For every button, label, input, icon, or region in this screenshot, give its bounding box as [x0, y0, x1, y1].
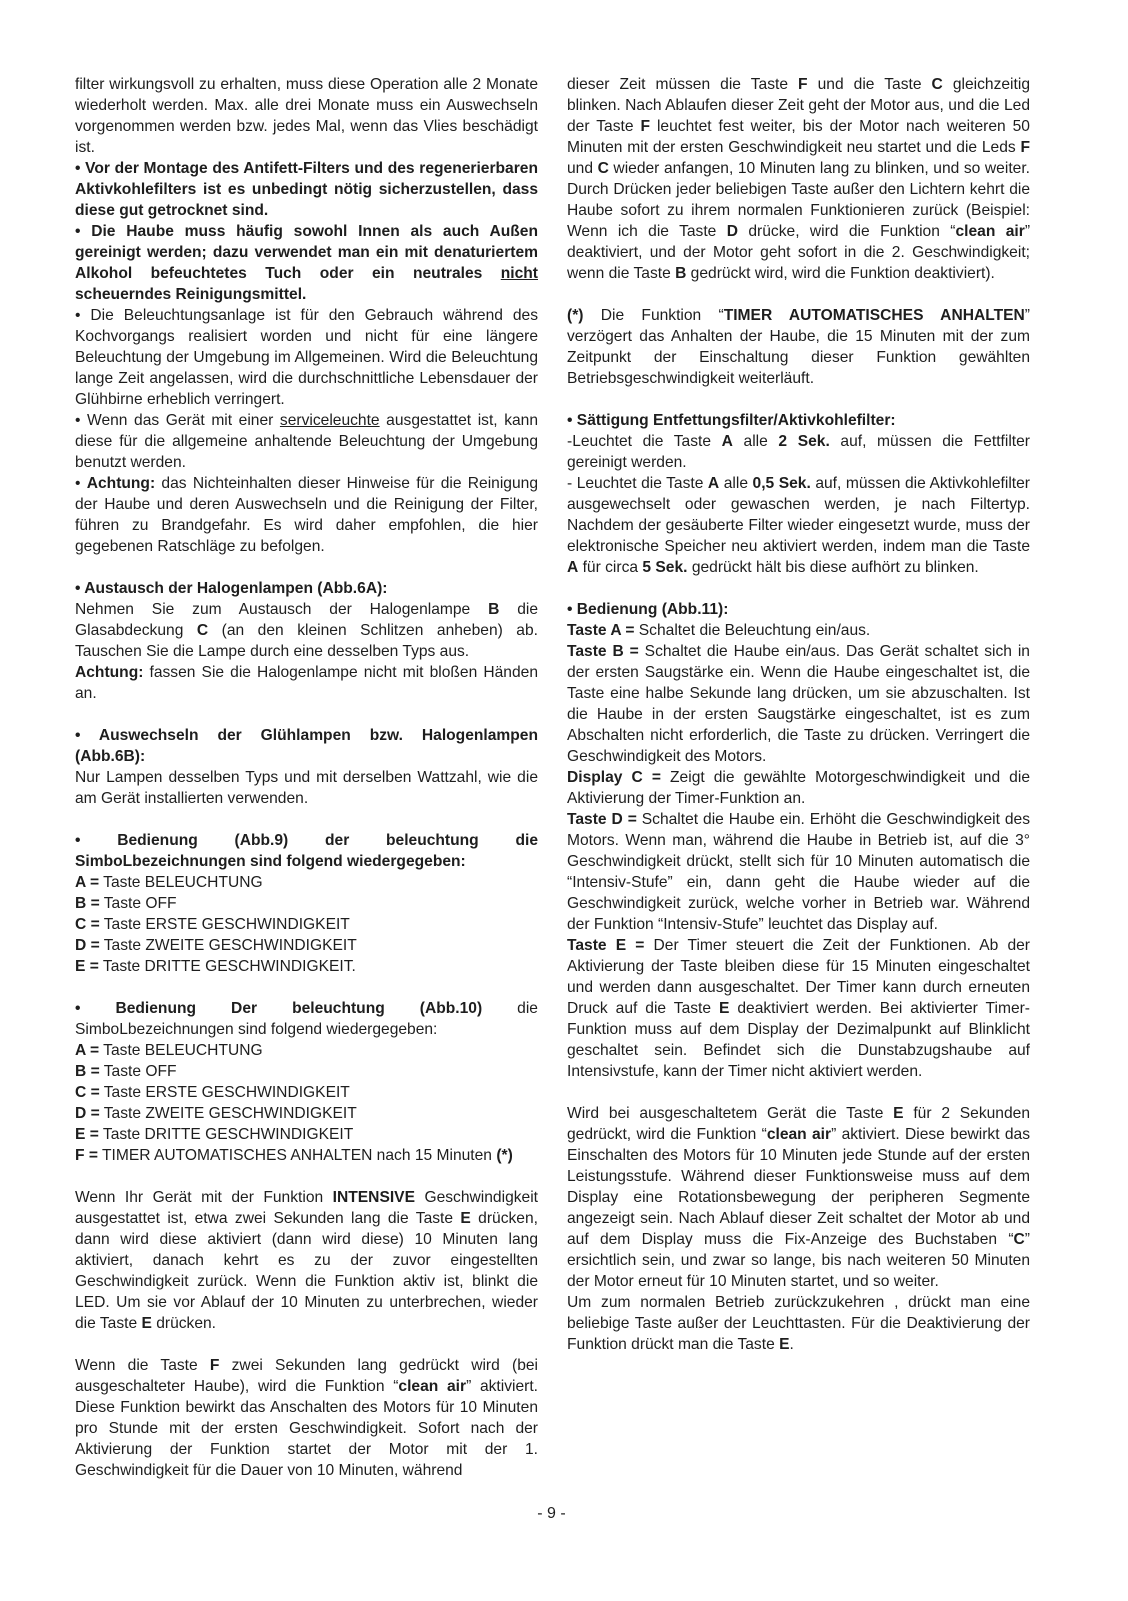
paragraph: [75, 1103, 538, 1124]
paragraph: [75, 1040, 538, 1061]
paragraph: [75, 578, 538, 599]
text-run: für circa: [578, 559, 643, 576]
bold-text-run: B =: [75, 1063, 100, 1080]
paragraph: [75, 1124, 538, 1145]
paragraph: [75, 1061, 538, 1082]
paragraph: [75, 599, 538, 662]
paragraph: [567, 431, 1030, 473]
paragraph-spacer: [75, 704, 538, 725]
paragraph: [75, 1082, 538, 1103]
bold-text-run: Display C =: [567, 769, 661, 786]
paragraph: [567, 1292, 1030, 1355]
bold-text-run: A: [721, 433, 733, 450]
paragraph: [567, 620, 1030, 641]
bold-text-run: • Auswechseln der Glühlampen bzw. Halogenlampen (Abb.6B):: [75, 727, 538, 765]
bold-text-run: C: [196, 622, 209, 639]
bold-text-run: • Sättigung Entfettungsfilter/Aktivkohlefilter:: [567, 412, 896, 429]
paragraph: [567, 410, 1030, 431]
bold-text-run: TIMER AUTOMATISCHES ANHALTEN: [723, 307, 1025, 324]
text-run: ” aktiviert. Diese bewirkt das Einschalten des Motors für 10 Minuten jede Stunde auf der ersten Leistungsstufe. Während dieser Funktionsweise muss auf dem Display eine Rotationsbewegung der peripheren Segmente angezeigt sein. Nach Ablauf dieser Zeit schaltet der Motor ab und auf dem Display muss die Fix-Anzeige des Buchstaben “: [567, 1126, 1030, 1248]
bold-text-run: D: [726, 223, 738, 240]
text-run: Taste ZWEITE GESCHWINDIGKEIT: [99, 937, 357, 954]
paragraph: [75, 305, 538, 410]
text-run: deaktiviert werden. Bei aktivierter Timer-Funktion muss auf dem Display der Dezimalpunkt auf Blinklicht geschaltet sein. Befindet sich die Dunstabzugshaube auf Intensivstufe, kann der Timer nicht aktiviert werden.: [567, 1000, 1031, 1080]
text-run: Taste ZWEITE GESCHWINDIGKEIT: [99, 1105, 357, 1122]
bold-text-run: C: [1013, 1231, 1025, 1248]
text-run: Wenn die Taste: [75, 1357, 210, 1374]
text-run: für 2 Sekunden gedrückt, wird die Funktion “: [567, 1105, 1030, 1143]
text-run: das Nichteinhalten dieser Hinweise für die Reinigung der Haube und deren Auswechseln und die Reinigung der Filter, führen zu Brandgefahr. Es wird daher empfohlen, die hier gegebenen Ratschläge zu befolgen.: [75, 475, 538, 555]
paragraph: [75, 410, 538, 473]
text-run: - Leuchtet die Taste: [567, 475, 708, 492]
paragraph-spacer: [75, 1334, 538, 1355]
text-run: ” verzögert das Anhalten der Haube, die 15 Minuten mit der zum Zeitpunkt der Einschaltung dieser Funktion gewählten Betriebsgeschwindigkeit weiterläuft.: [567, 307, 1030, 387]
bold-text-run: F: [1020, 139, 1030, 156]
bold-text-run: clean air: [398, 1378, 467, 1395]
text-run: Schaltet die Haube ein/aus. Das Gerät schaltet sich in der ersten Saugstärke ein. Wenn die Haube eingeschaltet ist, die Taste eine halbe Sekunde lang drücken, um sie abzuschalten. Ist die Haube in der ersten Saugstärke eingeschaltet, ist es zum Abschalten nicht erforderlich, die Taste zu drücken. Verringert die Geschwindigkeit des Motors.: [567, 643, 1030, 765]
bold-text-run: (*): [496, 1147, 513, 1164]
text-run: Taste DRITTE GESCHWINDIGKEIT: [98, 1126, 354, 1143]
paragraph-spacer: [567, 1082, 1030, 1103]
paragraph: [75, 767, 538, 809]
right-text-column: [567, 74, 1030, 1355]
bold-text-run: clean air: [955, 223, 1025, 240]
bold-text-run: B: [488, 601, 500, 618]
paragraph: [75, 872, 538, 893]
text-run: Die Funktion “: [583, 307, 724, 324]
bold-text-run: scheuerndes Reinigungsmittel.: [75, 286, 307, 303]
bold-text-run: F: [640, 118, 650, 135]
text-run: Wird bei ausgeschaltetem Gerät die Taste: [567, 1105, 894, 1122]
bold-text-run: D =: [75, 1105, 100, 1122]
bold-text-run: B: [675, 265, 687, 282]
paragraph: [75, 914, 538, 935]
bold-text-run: • Vor der Montage des Antifett-Filters und des regenerierbaren Aktivkohlefilters ist es unbedingt nötig sicherzustellen, dass diese gut getrocknet sind.: [75, 160, 538, 219]
bold-text-run: F: [798, 76, 808, 93]
bold-text-run: clean air: [766, 1126, 832, 1143]
paragraph: [75, 158, 538, 221]
bold-text-run: E: [779, 1336, 790, 1353]
text-run: drücken.: [151, 1315, 217, 1332]
bold-text-run: D =: [75, 937, 100, 954]
text-run: und: [567, 160, 598, 177]
paragraph: [75, 74, 538, 158]
text-run: gedrückt hält bis diese aufhört zu blinken.: [687, 559, 979, 576]
text-run: dieser Zeit müssen die Taste: [567, 76, 799, 93]
bold-text-run: INTENSIVE: [332, 1189, 415, 1206]
text-run: Zeigt die gewählte Motorgeschwindigkeit und die Aktivierung der Timer-Funktion an.: [567, 769, 1030, 807]
text-run: Taste OFF: [99, 895, 177, 912]
text-run: Taste OFF: [99, 1063, 177, 1080]
bold-text-run: • Bedienung Der beleuchtung (Abb.10): [75, 1000, 483, 1017]
paragraph-spacer: [567, 389, 1030, 410]
text-run: •: [75, 475, 87, 492]
text-run: ” aktiviert. Diese Funktion bewirkt das Anschalten des Motors für 10 Minuten pro Stunde mit der ersten Geschwindigkeit. Sofort nach der Aktivierung der Funktion startet der Motor mit der 1. Geschwindigkeit für die Dauer von 10 Minuten, während: [75, 1378, 539, 1479]
paragraph-spacer: [75, 557, 538, 578]
text-run: gleichzeitig blinken. Nach Ablaufen dieser Zeit geht der Motor aus, und die Led der Taste: [567, 76, 1030, 135]
paragraph: [567, 767, 1030, 809]
bold-text-run: C: [931, 76, 943, 93]
paragraph: [75, 1355, 538, 1481]
paragraph: [567, 809, 1030, 935]
bold-text-run: E: [719, 1000, 730, 1017]
text-run: Geschwindigkeit ausgestattet ist, etwa zwei Sekunden lang die Taste: [75, 1189, 539, 1227]
bold-text-run: 0,5 Sek.: [752, 475, 811, 492]
underlined-text-run: serviceleuchte: [279, 412, 380, 429]
text-run: auf, müssen die Fettfilter gereinigt werden.: [567, 433, 1030, 471]
text-run: .: [789, 1336, 794, 1353]
bold-text-run: • Bedienung (Abb.9) der beleuchtung die SimboLbezeichnungen sind folgend wiedergegeben:: [75, 832, 538, 870]
bold-text-run: A =: [75, 874, 100, 891]
paragraph: [75, 935, 538, 956]
bold-text-run: E =: [75, 1126, 99, 1143]
text-run: Schaltet die Beleuchtung ein/aus.: [634, 622, 871, 639]
text-run: filter wirkungsvoll zu erhalten, muss diese Operation alle 2 Monate wiederholt werden. Max. alle drei Monate muss ein Auswechseln vorgenommen werden bzw. jedes Mal, wenn das Vlies beschädigt ist.: [75, 76, 538, 156]
bold-text-run: Taste D =: [567, 811, 637, 828]
text-run: -Leuchtet die Taste: [567, 433, 722, 450]
bold-text-run: Achtung:: [75, 664, 144, 681]
text-run: Wenn Ihr Gerät mit der Funktion: [75, 1189, 333, 1206]
text-run: Nur Lampen desselben Typs und mit derselben Wattzahl, wie die am Gerät installierten verwenden.: [75, 769, 538, 807]
bold-text-run: A =: [75, 1042, 100, 1059]
paragraph: [567, 305, 1030, 389]
paragraph-spacer: [75, 809, 538, 830]
bold-text-run: A: [707, 475, 720, 492]
text-run: alle: [732, 433, 779, 450]
paragraph: [567, 935, 1030, 1082]
text-run: Taste BELEUCHTUNG: [99, 1042, 263, 1059]
bold-text-run: E: [893, 1105, 904, 1122]
text-run: TIMER AUTOMATISCHES ANHALTEN nach 15 Minuten: [97, 1147, 497, 1164]
left-text-column: [75, 74, 538, 1481]
text-run: auf, müssen die Aktivkohlefilter ausgewechselt oder gewaschen werden, je nach Filtertyp. Nachdem der gesäuberte Filter wieder eingesetzt wurde, muss der elektronische Speicher neu aktiviert werden, indem man die Taste: [567, 475, 1030, 555]
text-run: • Wenn das Gerät mit einer: [75, 412, 280, 429]
paragraph: [75, 725, 538, 767]
text-run: gedrückt wird, wird die Funktion deaktiviert).: [686, 265, 995, 282]
paragraph: [75, 1187, 538, 1334]
paragraph: [75, 473, 538, 557]
paragraph: [75, 998, 538, 1040]
paragraph: [567, 74, 1030, 284]
text-run: • Die Beleuchtungsanlage ist für den Gebrauch während des Kochvorgangs realisiert worden und nicht für eine längere Beleuchtung der Umgebung im Allgemeinen. Wird die Beleuchtung lange Zeit angelassen, wird die durchschnittliche Lebensdauer der Glühbirne erheblich verringert.: [75, 307, 538, 408]
text-run: und die Taste: [807, 76, 932, 93]
paragraph-spacer: [567, 284, 1030, 305]
bold-text-run: nicht: [500, 265, 538, 282]
bold-text-run: Taste E =: [567, 937, 645, 954]
paragraph-spacer: [567, 578, 1030, 599]
bold-text-run: E: [460, 1210, 471, 1227]
text-run: ” deaktiviert, und der Motor geht sofort in die 2. Geschwindigkeit; wenn die Taste: [567, 223, 1031, 282]
bold-text-run: C =: [75, 1084, 100, 1101]
bold-text-run: F =: [75, 1147, 98, 1164]
bold-text-run: 5 Sek.: [642, 559, 688, 576]
text-run: leuchtet fest weiter, bis der Motor nach weiteren 50 Minuten mit der ersten Geschwindigkeit neu startet und die Leds: [567, 118, 1030, 156]
paragraph: [567, 599, 1030, 620]
paragraph: [75, 662, 538, 704]
bold-text-run: E =: [75, 958, 99, 975]
text-run: alle: [719, 475, 753, 492]
bold-text-run: 2 Sek.: [778, 433, 830, 450]
bold-text-run: • Bedienung (Abb.11):: [567, 601, 729, 618]
paragraph: [567, 473, 1030, 578]
bold-text-run: • Austausch der Halogenlampen (Abb.6A):: [75, 580, 388, 597]
text-run: (an den kleinen Schlitzen anheben) ab. Tauschen Sie die Lampe durch eine desselben Typs aus.: [75, 622, 538, 660]
bold-text-run: C: [597, 160, 609, 177]
paragraph-spacer: [75, 1166, 538, 1187]
text-run: die SimboLbezeichnungen sind folgend wiedergegeben:: [75, 1000, 538, 1038]
paragraph-spacer: [75, 977, 538, 998]
bold-text-run: • Die Haube muss häufig sowohl Innen als auch Außen gereinigt werden; dazu verwendet man ein mit denaturiertem Alkohol befeuchtetes Tuch oder ein neutrales: [75, 223, 538, 282]
text-run: ausgestattet ist, kann diese für die allgemeine anhaltende Beleuchtung der Umgebung benutzt werden.: [75, 412, 539, 471]
paragraph: [75, 1145, 538, 1166]
paragraph: [567, 641, 1030, 767]
text-run: drücken, dann wird diese aktiviert (dann wird diese) 10 Minuten lang aktiviert, danach kehrt es zu der zuvor eingestellten Geschwindigkeit zurück. Wenn die Funktion aktiv ist, blinkt die LED. Um sie vor Ablauf der 10 Minuten zu unterbrechen, wieder die Taste: [75, 1210, 538, 1332]
text-run: die Glasabdeckung: [75, 601, 538, 639]
paragraph: [75, 893, 538, 914]
bold-text-run: (*): [567, 307, 584, 324]
paragraph: [567, 1103, 1030, 1292]
text-run: Der Timer steuert die Zeit der Funktionen. Ab der Aktivierung der Taste bleiben diese für 15 Minuten eingeschaltet und werden dann ausgeschaltet. Der Timer kann durch erneuten Druck auf die Taste: [567, 937, 1030, 1017]
bold-text-run: B =: [75, 895, 100, 912]
text-run: ” ersichtlich sein, und zwar so lange, bis nach weiteren 50 Minuten der Motor erneut für 10 Minuten startet, und so weiter.: [567, 1231, 1030, 1290]
text-run: Taste ERSTE GESCHWINDIGKEIT: [99, 1084, 350, 1101]
bold-text-run: Achtung:: [86, 475, 156, 492]
text-run: drücke, wird die Funktion “: [738, 223, 956, 240]
bold-text-run: Taste B =: [567, 643, 639, 660]
bold-text-run: C =: [75, 916, 100, 933]
paragraph: [75, 956, 538, 977]
text-run: Nehmen Sie zum Austausch der Halogenlampe: [75, 601, 489, 618]
paragraph: [75, 830, 538, 872]
bold-text-run: A: [567, 559, 579, 576]
bold-text-run: F: [209, 1357, 220, 1374]
text-run: Taste BELEUCHTUNG: [99, 874, 263, 891]
text-run: zwei Sekunden lang gedrückt wird (bei ausgeschalteter Haube), wird die Funktion “: [75, 1357, 538, 1395]
text-run: fassen Sie die Halogenlampe nicht mit bloßen Händen an.: [75, 664, 538, 702]
text-run: Schaltet die Haube ein. Erhöht die Geschwindigkeit des Motors. Wenn man, während die Haube in Betrieb ist, auf die 3° Geschwindigkeit drückt, stellt sich für 10 Minuten automatisch die “Intensiv-Stufe” ein, dann geht die Haube wieder auf die Geschwindigkeit zurück, welche vorher in Betrieb war. Während der Funktion “Intensiv-Stufe” leuchtet das Display auf.: [567, 811, 1030, 933]
paragraph: [75, 221, 538, 305]
text-run: Taste DRITTE GESCHWINDIGKEIT.: [98, 958, 356, 975]
text-run: Taste ERSTE GESCHWINDIGKEIT: [99, 916, 350, 933]
bold-text-run: Taste A =: [567, 622, 635, 639]
text-run: Um zum normalen Betrieb zurückzukehren , drückt man eine beliebige Taste außer der Leuchttasten. Für die Deaktivierung der Funktion drückt man die Taste: [567, 1294, 1030, 1353]
bold-text-run: E: [141, 1315, 152, 1332]
page-number: - 9 -: [537, 1505, 566, 1522]
text-run: wieder anfangen, 10 Minuten lang zu blinken, und so weiter. Durch Drücken jeder beliebigen Taste außer den Lichtern kehrt die Haube sofort zu ihrem normalen Funktionieren zurück (Beispiel: Wenn ich die Taste: [567, 160, 1030, 240]
